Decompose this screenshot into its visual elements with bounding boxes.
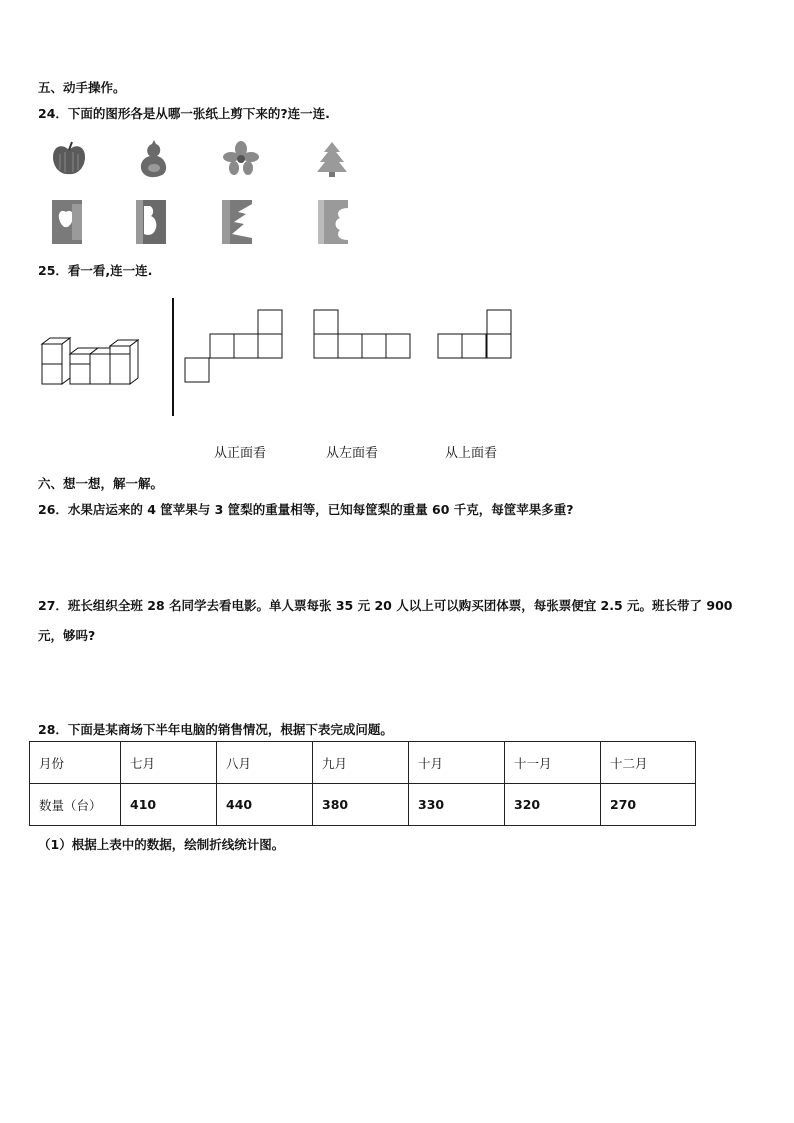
divider-line [172, 298, 174, 416]
paper-apple-cutout-icon [52, 200, 82, 244]
q28-text: 28．下面是某商场下半年电脑的销售情况，根据下表完成问题。 [38, 722, 393, 737]
table-cell: 270 [601, 784, 696, 826]
view-label-top: 从上面看 [445, 446, 498, 461]
table-cell: 380 [313, 784, 409, 826]
cube-solid-figure [40, 336, 160, 386]
tree-icon [314, 140, 350, 178]
q27-line2: 元，够吗? [38, 628, 96, 643]
table-cell: 330 [409, 784, 505, 826]
q28-sub1: （1）根据上表中的数据，绘制折线统计图。 [38, 837, 285, 852]
table-row [30, 784, 696, 826]
view-grid-2 [313, 310, 415, 360]
table-cell: 十月 [409, 742, 505, 784]
section6-heading: 六、想一想，解一解。 [38, 476, 164, 491]
sales-table [29, 741, 696, 826]
table-cell: 440 [217, 784, 313, 826]
table-cell: 十一月 [505, 742, 601, 784]
q27-line1: 27．班长组织全班 28 名同学去看电影。单人票每张 35 元 20 人以上可以购买团体票，每张票便宜 2.5 元。班长带了 900 [38, 598, 733, 613]
gourd-icon [136, 138, 172, 178]
table-cell: 九月 [313, 742, 409, 784]
table-cell: 月份 [30, 742, 121, 784]
q25-text: 25．看一看,连一连. [38, 263, 153, 278]
table-cell: 七月 [121, 742, 217, 784]
table-cell: 410 [121, 784, 217, 826]
view-label-front: 从正面看 [214, 446, 267, 461]
flower-icon [222, 140, 260, 176]
paper-flower-cutout-icon [318, 200, 348, 244]
table-cell: 数量（台） [30, 784, 121, 826]
apple-icon [50, 140, 88, 178]
view-label-left: 从左面看 [326, 446, 379, 461]
q24-text: 24．下面的图形各是从哪一张纸上剪下来的?连一连. [38, 106, 330, 121]
table-cell: 八月 [217, 742, 313, 784]
view-grid-3 [437, 310, 515, 360]
table-cell: 320 [505, 784, 601, 826]
view-grid-1 [184, 310, 284, 384]
table-cell: 十二月 [601, 742, 696, 784]
paper-gourd-cutout-icon [136, 200, 166, 244]
table-header-row [30, 742, 696, 784]
paper-tree-cutout-icon [222, 200, 252, 244]
section5-heading: 五、动手操作。 [38, 80, 126, 95]
q26-text: 26．水果店运来的 4 筐苹果与 3 筐梨的重量相等，已知每筐梨的重量 60 千克，每筐苹果多重? [38, 502, 574, 517]
